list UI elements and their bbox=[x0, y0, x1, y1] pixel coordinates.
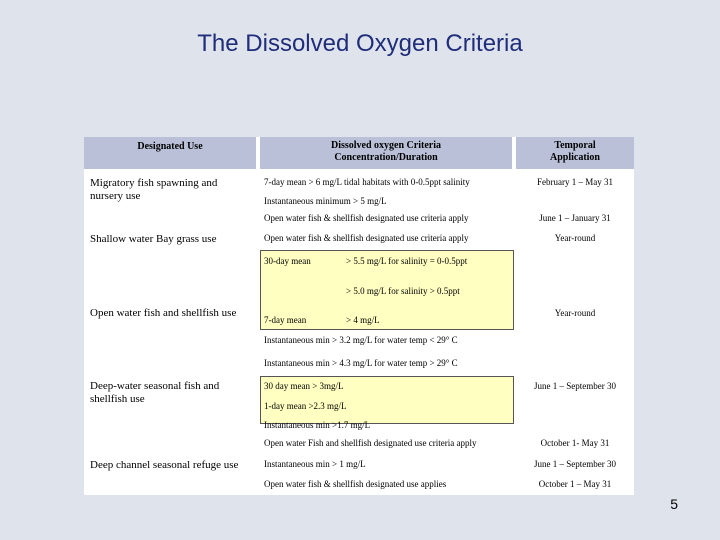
criteria-migratory-openwater: Open water fish & shellfish designated use criteria apply bbox=[264, 213, 469, 223]
criteria-deep-instant: Instantaneous min >1.7 mg/L bbox=[264, 420, 371, 430]
temporal-deep-summer: June 1 – September 30 bbox=[534, 381, 616, 391]
criteria-table bbox=[84, 137, 634, 495]
header-criteria bbox=[260, 137, 512, 169]
temporal-migratory-spring: February 1 – May 31 bbox=[537, 177, 613, 187]
header-designated-use-label: Designated Use bbox=[137, 141, 203, 152]
criteria-open-instant-low: Instantaneous min > 3.2 mg/L for water temp < 29° C bbox=[264, 335, 458, 345]
slide-number: 5 bbox=[670, 496, 678, 512]
header-designated-use bbox=[84, 137, 256, 169]
criteria-channel-openwater: Open water fish & shellfish designated use applies bbox=[264, 479, 447, 489]
criteria-open-7day-value: > 4 mg/L bbox=[346, 315, 380, 325]
temporal-channel-winter: October 1 – May 31 bbox=[538, 479, 612, 489]
criteria-deep-1day: 1-day mean >2.3 mg/L bbox=[264, 401, 347, 411]
header-temporal bbox=[516, 137, 634, 169]
criteria-open-7day-label: 7-day mean bbox=[264, 315, 307, 325]
criteria-open-30day-label: 30-day mean bbox=[264, 256, 311, 266]
temporal-migratory-summer: June 1 – January 31 bbox=[539, 213, 611, 223]
header-temporal-label: Temporal Application bbox=[549, 140, 600, 163]
use-deep-water: Deep-water seasonal fish and shellfish use bbox=[90, 380, 220, 405]
criteria-open-instant-high: Instantaneous min > 4.3 mg/L for water temp > 29° C bbox=[264, 358, 458, 368]
criteria-open-30day-salt: > 5.0 mg/L for salinity > 0.5ppt bbox=[346, 286, 460, 296]
use-open-water: Open water fish and shellfish use bbox=[90, 307, 237, 319]
temporal-deep-winter: October 1- May 31 bbox=[540, 438, 610, 448]
slide-title: The Dissolved Oxygen Criteria bbox=[197, 30, 523, 57]
criteria-deep-openwater: Open water Fish and shellfish designated use criteria apply bbox=[264, 438, 477, 448]
criteria-channel-instant: Instantaneous min > 1 mg/L bbox=[264, 459, 366, 469]
temporal-open-water: Year-round bbox=[554, 308, 596, 318]
use-deep-channel: Deep channel seasonal refuge use bbox=[90, 459, 239, 471]
criteria-deep-30day: 30 day mean > 3mg/L bbox=[264, 381, 344, 391]
criteria-shallow: Open water fish & shellfish designated use criteria apply bbox=[264, 233, 469, 243]
criteria-open-30day-fresh: > 5.5 mg/L for salinity = 0-0.5ppt bbox=[346, 256, 468, 266]
header-criteria-label: Dissolved oxygen Criteria Concentration/Duration bbox=[331, 140, 441, 163]
use-migratory: Migratory fish spawning and nursery use bbox=[90, 177, 218, 202]
criteria-migratory-instant: Instantaneous minimum > 5 mg/L bbox=[264, 196, 387, 206]
temporal-shallow: Year-round bbox=[554, 233, 596, 243]
temporal-channel-summer: June 1 – September 30 bbox=[534, 459, 616, 469]
use-shallow: Shallow water Bay grass use bbox=[90, 233, 217, 245]
criteria-migratory-7day: 7-day mean > 6 mg/L tidal habitats with 0-0.5ppt salinity bbox=[264, 177, 470, 187]
